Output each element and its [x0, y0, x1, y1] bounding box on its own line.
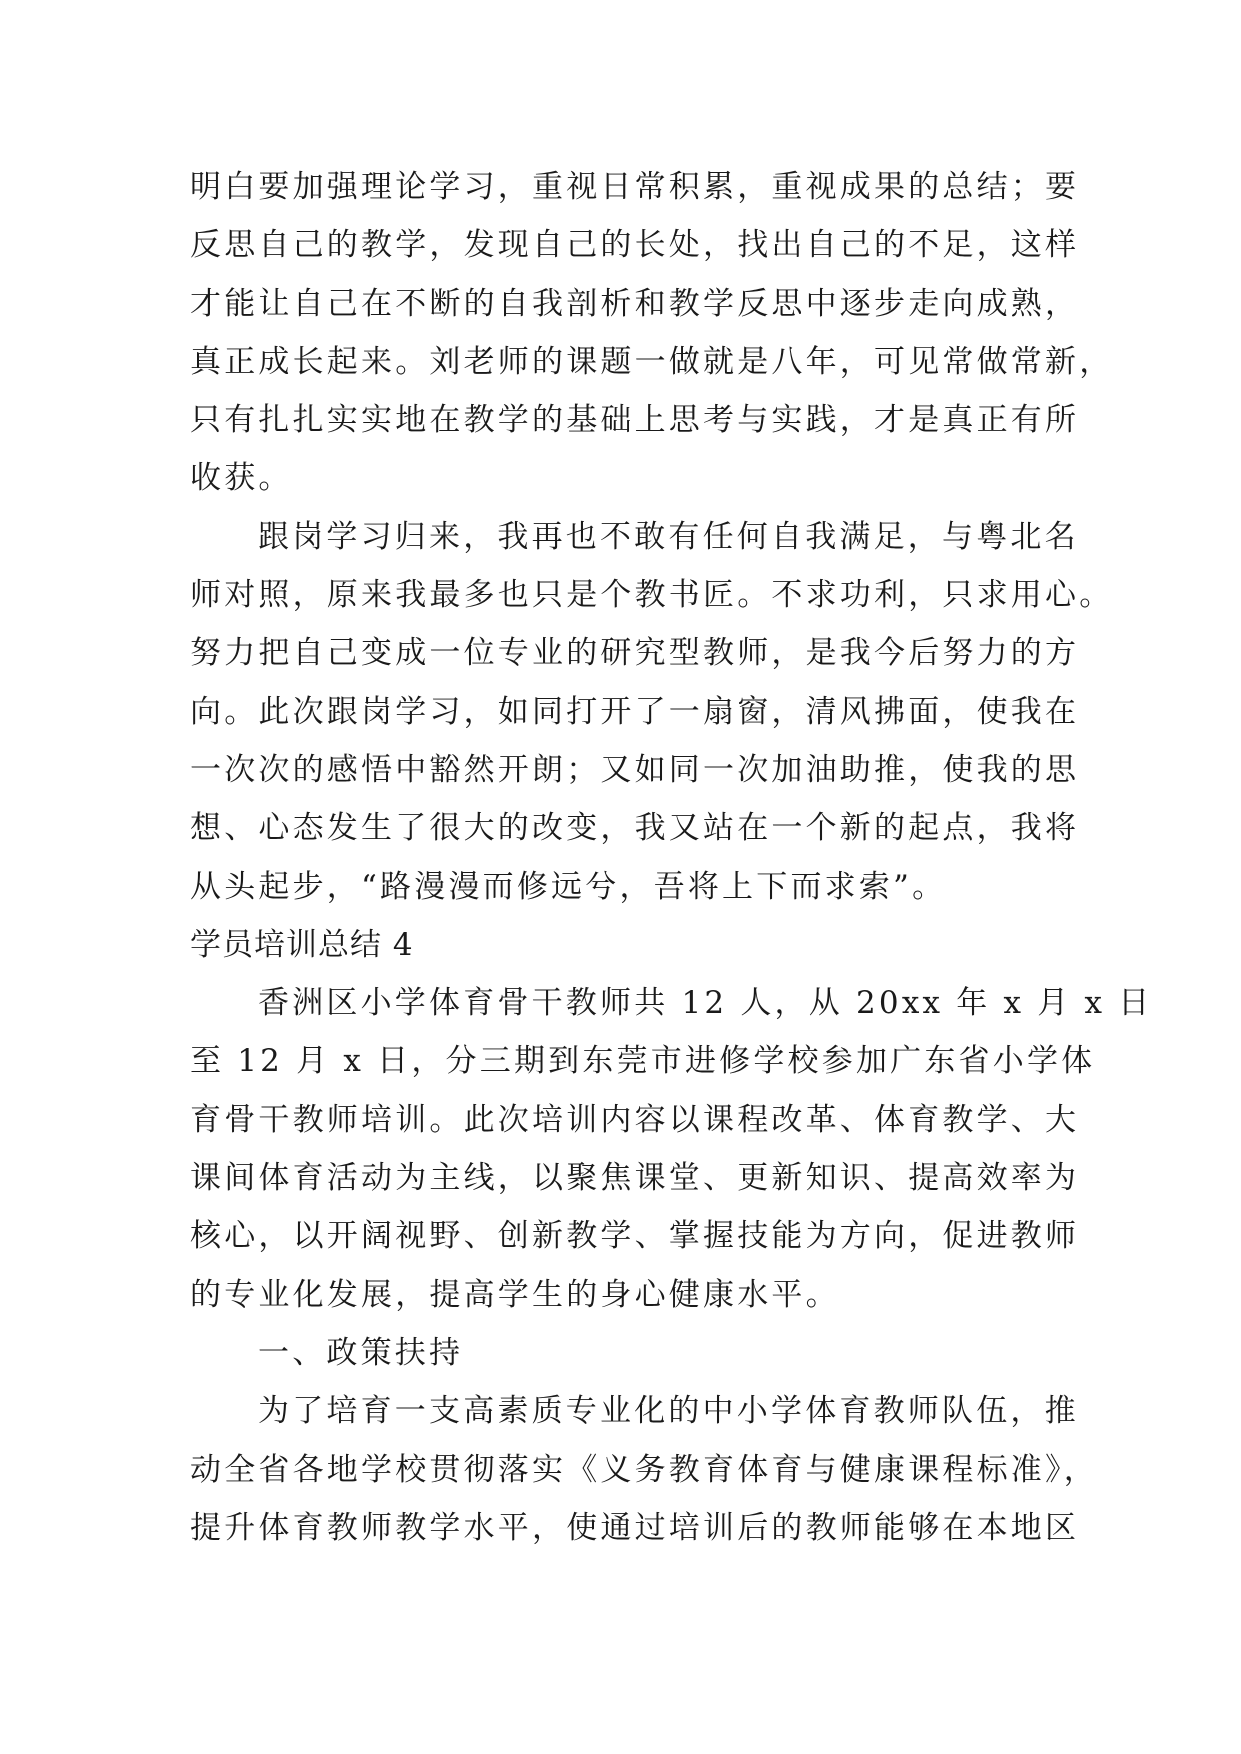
- text-line: 为了培育一支高素质专业化的中小学体育教师队伍，推: [258, 1393, 1079, 1430]
- text-line: 至 12 月 x 日，分三期到东莞市进修学校参加广东省小学体: [190, 1043, 1096, 1080]
- text-line: 一次次的感悟中豁然开朗；又如同一次加油助推，使我的思: [190, 751, 1080, 788]
- text-line: 跟岗学习归来，我再也不敢有任何自我满足，与粤北名: [258, 518, 1079, 555]
- text-line: 师对照，原来我最多也只是个教书匠。不求功利，只求用心。: [190, 577, 1114, 614]
- text-line: 的专业化发展，提高学生的身心健康水平。: [190, 1276, 840, 1313]
- text-line: 课间体育活动为主线，以聚焦课堂、更新知识、提高效率为: [190, 1160, 1080, 1197]
- paragraph-reflection: [190, 508, 1114, 916]
- text-line: 明白要加强理论学习，重视日常积累，重视成果的总结；要: [190, 169, 1080, 205]
- paragraph-continuation: [190, 158, 1114, 508]
- text-line: 才能让自己在不断的自我剖析和教学反思中逐步走向成熟，: [190, 285, 1080, 322]
- text-line: 想、心态发生了很大的改变，我又站在一个新的起点，我将: [190, 810, 1080, 847]
- document-body: [190, 158, 1153, 1557]
- section-title: 学员培训总结 4: [190, 926, 414, 963]
- paragraph-training-intro: [190, 974, 1153, 1324]
- text-line: 努力把自己变成一位专业的研究型教师，是我今后努力的方: [190, 635, 1080, 672]
- text-line: 育骨干教师培训。此次培训内容以课程改革、体育教学、大: [190, 1101, 1080, 1138]
- text-line: 提升体育教师教学水平，使通过培训后的教师能够在本地区: [190, 1509, 1080, 1546]
- text-line: 从头起步，“路漫漫而修远兮，吾将上下而求索”。: [190, 868, 947, 905]
- text-line: 核心，以开阔视野、创新教学、掌握技能为方向，促进教师: [190, 1218, 1080, 1255]
- text-line: 反思自己的教学，发现自己的长处，找出自己的不足，这样: [190, 227, 1080, 264]
- text-line: 收获。: [190, 460, 293, 497]
- paragraph-policy: [190, 1382, 1098, 1557]
- text-line: 向。此次跟岗学习，如同打开了一扇窗，清风拂面，使我在: [190, 693, 1080, 730]
- text-line: 只有扎扎实实地在教学的基础上思考与实践，才是真正有所: [190, 402, 1080, 439]
- subheading: 一、政策扶持: [258, 1334, 464, 1371]
- text-line: 动全省各地学校贯彻落实《义务教育体育与健康课程标准》，: [190, 1451, 1098, 1488]
- text-line: 香洲区小学体育骨干教师共 12 人，从 20xx 年 x 月 x 日: [258, 985, 1153, 1022]
- text-line: 真正成长起来。刘老师的课题一做就是八年，可见常做常新，: [190, 343, 1114, 380]
